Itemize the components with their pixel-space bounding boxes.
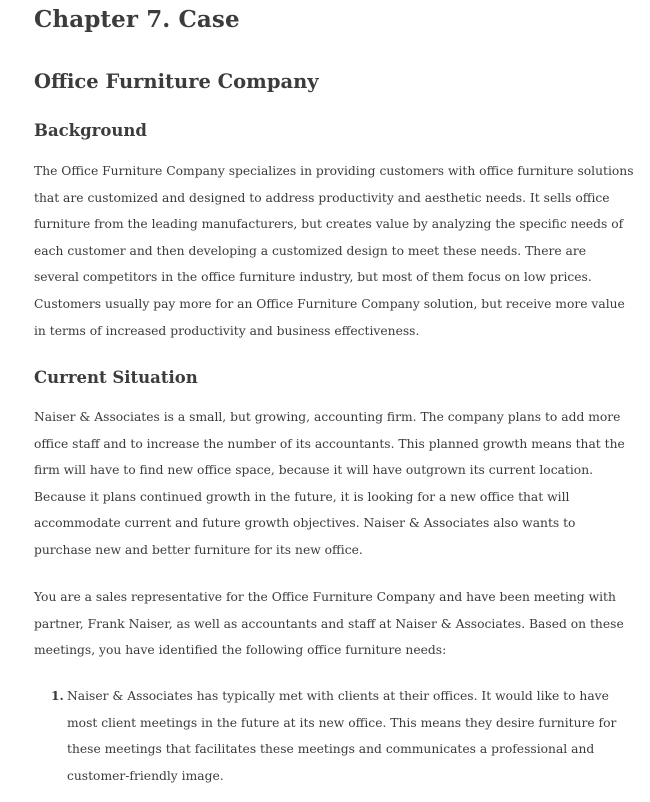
current-situation-paragraph-1: Naiser & Associates is a small, but growing, accounting firm. The company plans to add more office staff and to increase the number of its accountants. This planned growth means that the firm will have to find new office space, because it will have outgrown its current location. Because it plans continued growth in the future, it is looking for a new office that will accommodate current and future growth objectives. Naiser & Associates also wants to purchase new and better furniture for its new office. bbox=[34, 410, 625, 557]
chapter-heading: Chapter 7. Case bbox=[34, 6, 240, 33]
list-item-text: Naiser & Associates has typically met with clients at their offices. It would like to have most client meetings in the future at its new office. This means they desire furniture for these meetings that facilitates these meetings and communicates a professional and customer-friendly image. bbox=[67, 689, 617, 783]
background-paragraph: The Office Furniture Company specializes in providing customers with office furniture solutions that are customized and designed to address productivity and aesthetic needs. It sells office furniture from the leading manufacturers, but creates value by analyzing the specific needs of each customer and then developing a customized design to meet these needs. There are several competitors in the office furniture industry, but most of them focus on low prices. Customers usually pay more for an Office Furniture Company solution, but receive more value in terms of increased productivity and business effectiveness. bbox=[34, 164, 634, 338]
current-situation-heading: Current Situation bbox=[34, 368, 198, 387]
needs-list bbox=[34, 683, 634, 789]
list-item bbox=[34, 683, 634, 789]
case-title: Office Furniture Company bbox=[34, 70, 319, 93]
current-situation-paragraph-2: You are a sales representative for the Office Furniture Company and have been meeting with partner, Frank Naiser, as well as accountants and staff at Naiser & Associates. Based on these meetings, you have identified the following office furniture needs: bbox=[34, 590, 624, 658]
list-item-number: 1. bbox=[51, 688, 64, 703]
background-heading: Background bbox=[34, 121, 147, 140]
